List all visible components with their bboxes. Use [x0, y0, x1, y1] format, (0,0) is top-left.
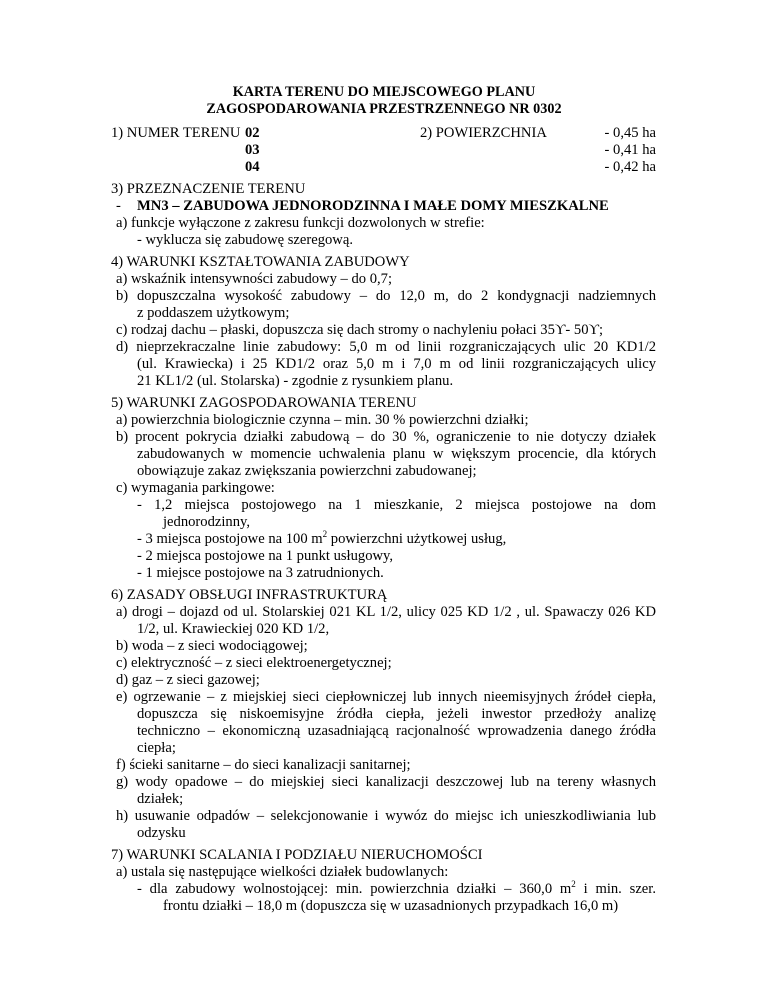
terrain-number-03: 03: [245, 142, 260, 158]
section-5-item-c2-text-end: powierzchni użytkowej usług,: [327, 531, 507, 547]
section-5-item-c2-text: - 3 miejsca postojowe na 100 m: [137, 531, 323, 547]
section-4-item-b-line-1: b) dopuszczalna wysokość zabudowy – do 12,0 m, do 2 kondygnacji nadziemnych: [116, 288, 656, 304]
section-4-heading: 4) WARUNKI KSZTAŁTOWANIA ZABUDOWY: [111, 254, 410, 270]
section-6-item-e-line-4: ciepła;: [137, 740, 176, 756]
section-3-heading: 3) PRZEZNACZENIE TERENU: [111, 181, 306, 197]
section-6-item-h-line-1: h) usuwanie odpadów – selekcjonowanie i wywóz do miejsc ich unieszkodliwiania lub: [116, 808, 656, 824]
section-5-item-b-line-2: zabudowanych w momencie uchwalenia planu w większym procencie, dla których: [137, 446, 656, 462]
section-4-item-d-line-2: (ul. Krawiecka) i 25 KD1/2 oraz 5,0 m i 7,0 m od linii rozgraniczających ulicy: [137, 356, 656, 372]
section-6-item-f: f) ścieki sanitarne – do sieci kanalizacji sanitarnej;: [116, 757, 411, 773]
area-value-3: - 0,42 ha: [604, 159, 656, 175]
superscript-2: 2: [571, 879, 576, 889]
section-4-item-d-line-1: d) nieprzekraczalne linie zabudowy: 5,0 m od linii rozgraniczających ulic 20 KD1/2: [116, 339, 656, 355]
zoning-designation: MN3 – ZABUDOWA JEDNORODZINNA I MAŁE DOMY MIESZKALNE: [137, 198, 609, 214]
section-7-heading: 7) WARUNKI SCALANIA I PODZIAŁU NIERUCHOMOŚCI: [111, 847, 483, 863]
section-7-item-a1-text-end: i min. szer.: [575, 881, 656, 897]
section-6-item-e-line-2: dopuszcza się niskoemisyjne źródła ciepła, jeżeli inwestor przedłoży analizę: [137, 706, 656, 722]
section-3-item-a1: - wyklucza się zabudowę szeregową.: [137, 232, 353, 248]
section-1-label: 1) NUMER TERENU: [111, 125, 241, 141]
section-5-item-c2: [137, 531, 506, 548]
section-7-item-a1-text: - dla zabudowy wolnostojącej: min. powierzchnia działki – 360,0 m: [137, 881, 572, 897]
section-5-item-c1-line-2: jednorodzinny,: [163, 514, 250, 530]
area-value-2: - 0,41 ha: [604, 142, 656, 158]
section-4-item-a: a) wskaźnik intensywności zabudowy – do 0,7;: [116, 271, 393, 287]
section-6-item-a-line-1: a) drogi – dojazd od ul. Stolarskiej 021 KL 1/2, ulicy 025 KD 1/2 , ul. Spawaczy 026 KD: [116, 604, 656, 620]
document-title-line-1: KARTA TERENU DO MIEJSCOWEGO PLANU: [232, 84, 536, 100]
section-2-label: 2) POWIERZCHNIA: [420, 125, 547, 141]
section-6-item-g-line-2: działek;: [137, 791, 184, 807]
section-7-item-a: a) ustala się następujące wielkości działek budowlanych:: [116, 864, 449, 880]
section-6-item-a-line-2: 1/2, ul. Krawieckiej 020 KD 1/2,: [137, 621, 330, 637]
superscript-2: 2: [322, 529, 328, 539]
section-6-item-g-line-1: g) wody opadowe – do miejskiej sieci kanalizacji deszczowej lub na tereny własnych: [116, 774, 656, 790]
section-5-item-b-line-1: b) procent pokrycia działki zabudową – do 30 %, ograniczenie to nie dotyczy działek: [116, 429, 656, 445]
document-title-line-2: ZAGOSPODAROWANIA PRZESTRZENNEGO NR 0302: [206, 101, 562, 117]
section-5-item-c3: - 2 miejsca postojowe na 1 punkt usługowy,: [137, 548, 394, 564]
section-3-dash: -: [116, 198, 121, 214]
section-6-item-d: d) gaz – z sieci gazowej;: [116, 672, 260, 688]
section-6-item-e-line-3: techniczno – ekonomiczną uzasadniającą racjonalność wprowadzenia danego źródła: [137, 723, 656, 739]
section-3-item-a: a) funkcje wyłączone z zakresu funkcji dozwolonych w strefie:: [116, 215, 485, 231]
terrain-number-02: 02: [245, 125, 260, 141]
section-6-item-b: b) woda – z sieci wodociągowej;: [116, 638, 308, 654]
section-5-heading: 5) WARUNKI ZAGOSPODAROWANIA TERENU: [111, 395, 417, 411]
area-value-1: - 0,45 ha: [604, 125, 656, 141]
section-5-item-c: c) wymagania parkingowe:: [116, 480, 275, 496]
section-7-item-a1-line-2: frontu działki – 18,0 m (dopuszcza się w uzasadnionych przypadkach 16,0 m): [163, 898, 619, 914]
terrain-number-04: 04: [245, 159, 260, 175]
section-4-item-b-line-2: z poddaszem użytkowym;: [137, 305, 290, 321]
section-5-item-a: a) powierzchnia biologicznie czynna – min. 30 % powierzchni działki;: [116, 412, 529, 428]
section-5-item-b-line-3: obowiązuje zakaz zwiększania powierzchni zabudowanej;: [137, 463, 477, 479]
section-6-item-c: c) elektryczność – z sieci elektroenergetycznej;: [116, 655, 392, 671]
section-5-item-c4: - 1 miejsce postojowe na 3 zatrudnionych.: [137, 565, 384, 581]
section-7-item-a1-line-1: [137, 881, 656, 898]
section-6-item-e-line-1: e) ogrzewanie – z miejskiej sieci ciepłowniczej lub innych nieemisyjnych źródeł ciepła,: [116, 689, 656, 705]
section-4-item-c: c) rodzaj dachu – płaski, dopuszcza się dach stromy o nachyleniu połaci 35ϒ- 50ϒ;: [116, 322, 604, 338]
section-4-item-d-line-3: 21 KL1/2 (ul. Stolarska) - zgodnie z rysunkiem planu.: [137, 373, 454, 389]
section-5-item-c1-line-1: - 1,2 miejsca postojowego na 1 mieszkanie, 2 miejsca postojowe na dom: [137, 497, 656, 513]
section-6-heading: 6) ZASADY OBSŁUGI INFRASTRUKTURĄ: [111, 587, 388, 603]
section-6-item-h-line-2: odzysku: [137, 825, 186, 841]
